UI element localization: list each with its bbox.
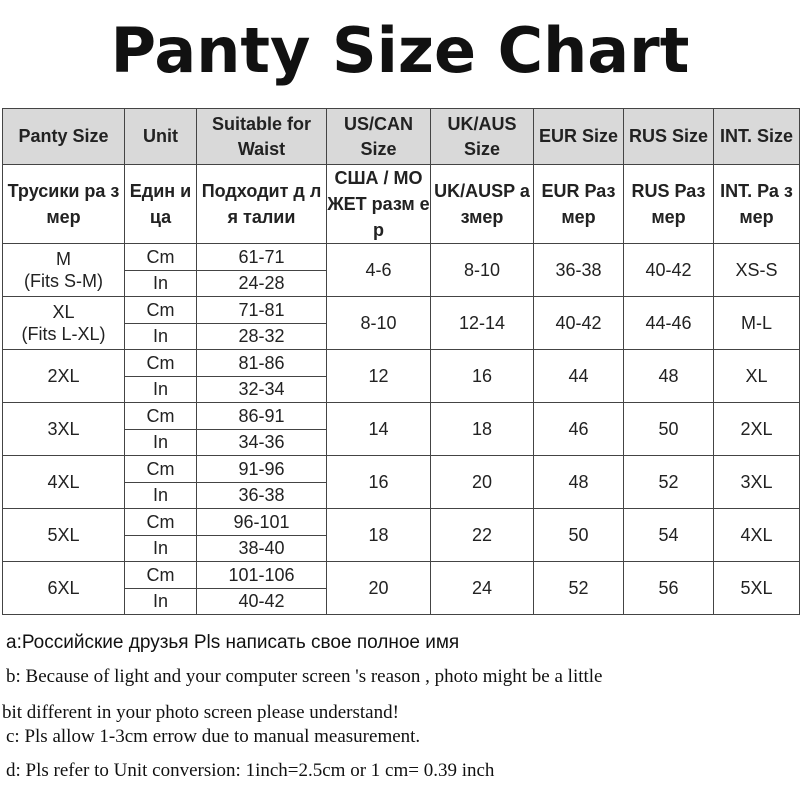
header-row-english [3,109,800,165]
int-size-cell: 4XL [714,509,800,562]
int-size-cell: 2XL [714,403,800,456]
table-row [3,244,800,271]
header-cell-ru: RUS Раз мер [624,165,714,244]
header-cell-ru: INT. Ра змер [714,165,800,244]
uk-size-cell: 8-10 [431,244,534,297]
header-cell: US/CAN Size [327,109,431,165]
waist-cm-cell: 91-96 [197,456,327,483]
waist-cm-cell: 86-91 [197,403,327,430]
note-b-line2: bit different in your photo screen please understand! [2,702,399,723]
rus-size-cell: 50 [624,403,714,456]
unit-cell: Cm [125,456,197,483]
header-cell-ru: Трусики ра змер [3,165,125,244]
note-d: d: Pls refer to Unit conversion: 1inch=2.5cm or 1 cm= 0.39 inch [6,760,495,781]
size-label: 2XL [47,366,80,386]
eur-size-cell: 40-42 [534,297,624,350]
note-c: c: Pls allow 1-3cm errow due to manual measurement. [6,726,421,747]
page-title: Panty Size Chart [110,14,690,87]
eur-size-cell: 50 [534,509,624,562]
us-size-cell: 4-6 [327,244,431,297]
size-label: 3XL [47,419,80,439]
us-size-cell: 20 [327,562,431,615]
table-row [3,403,800,430]
unit-cell: In [125,270,197,297]
header-cell: Panty Size [3,109,125,165]
rus-size-cell: 54 [624,509,714,562]
size-cell [3,244,125,297]
unit-cell: In [125,376,197,403]
us-size-cell: 8-10 [327,297,431,350]
waist-in-cell: 38-40 [197,535,327,562]
size-label: 6XL [47,578,80,598]
unit-cell: In [125,429,197,456]
rus-size-cell: 40-42 [624,244,714,297]
unit-cell: In [125,588,197,615]
header-cell: RUS Size [624,109,714,165]
rus-size-cell: 48 [624,350,714,403]
size-cell [3,297,125,350]
waist-cm-cell: 61-71 [197,244,327,271]
us-size-cell: 18 [327,509,431,562]
header-cell-ru: Подходит д ля талии [197,165,327,244]
waist-in-cell: 28-32 [197,323,327,350]
uk-size-cell: 12-14 [431,297,534,350]
header-cell-ru: EUR Раз мер [534,165,624,244]
header-cell: UK/AUS Size [431,109,534,165]
waist-in-cell: 32-34 [197,376,327,403]
unit-cell: Cm [125,350,197,377]
header-cell: Unit [125,109,197,165]
int-size-cell: M-L [714,297,800,350]
unit-cell: Cm [125,403,197,430]
us-size-cell: 16 [327,456,431,509]
waist-in-cell: 40-42 [197,588,327,615]
eur-size-cell: 48 [534,456,624,509]
uk-size-cell: 16 [431,350,534,403]
int-size-cell: 5XL [714,562,800,615]
header-cell: EUR Size [534,109,624,165]
waist-in-cell: 34-36 [197,429,327,456]
size-cell [3,562,125,615]
header-row-russian [3,165,800,244]
header-cell-ru: США / МО ЖЕТ разм ер [327,165,431,244]
size-label: M [56,249,71,269]
size-cell [3,403,125,456]
size-cell [3,456,125,509]
size-label: 5XL [47,525,80,545]
us-size-cell: 14 [327,403,431,456]
note-a: a:Российские друзья Pls написать свое полное имя [6,632,460,653]
rus-size-cell: 52 [624,456,714,509]
waist-cm-cell: 96-101 [197,509,327,536]
table-row [3,509,800,536]
waist-in-cell: 24-28 [197,270,327,297]
uk-size-cell: 22 [431,509,534,562]
size-fits-label: (Fits L-XL) [21,324,106,344]
unit-cell: In [125,482,197,509]
eur-size-cell: 44 [534,350,624,403]
unit-cell: Cm [125,509,197,536]
int-size-cell: XL [714,350,800,403]
us-size-cell: 12 [327,350,431,403]
header-cell-ru: UK/AUSP азмер [431,165,534,244]
unit-cell: Cm [125,297,197,324]
uk-size-cell: 18 [431,403,534,456]
int-size-cell: XS-S [714,244,800,297]
header-cell: Suitable for Waist [197,109,327,165]
waist-cm-cell: 71-81 [197,297,327,324]
table-row [3,350,800,377]
size-fits-label: (Fits S-M) [24,271,103,291]
eur-size-cell: 36-38 [534,244,624,297]
unit-cell: In [125,323,197,350]
note-b-line1: b: Because of light and your computer screen 's reason , photo might be a little [6,666,603,687]
uk-size-cell: 20 [431,456,534,509]
waist-cm-cell: 81-86 [197,350,327,377]
table-row [3,456,800,483]
uk-size-cell: 24 [431,562,534,615]
eur-size-cell: 52 [534,562,624,615]
rus-size-cell: 44-46 [624,297,714,350]
header-cell-ru: Един ица [125,165,197,244]
waist-in-cell: 36-38 [197,482,327,509]
size-label: XL [52,302,75,322]
eur-size-cell: 46 [534,403,624,456]
table-row [3,297,800,324]
size-chart-table [2,108,800,615]
int-size-cell: 3XL [714,456,800,509]
unit-cell: Cm [125,244,197,271]
rus-size-cell: 56 [624,562,714,615]
size-cell [3,350,125,403]
waist-cm-cell: 101-106 [197,562,327,589]
header-cell: INT. Size [714,109,800,165]
size-label: 4XL [47,472,80,492]
size-cell [3,509,125,562]
table-row [3,562,800,589]
unit-cell: Cm [125,562,197,589]
unit-cell: In [125,535,197,562]
